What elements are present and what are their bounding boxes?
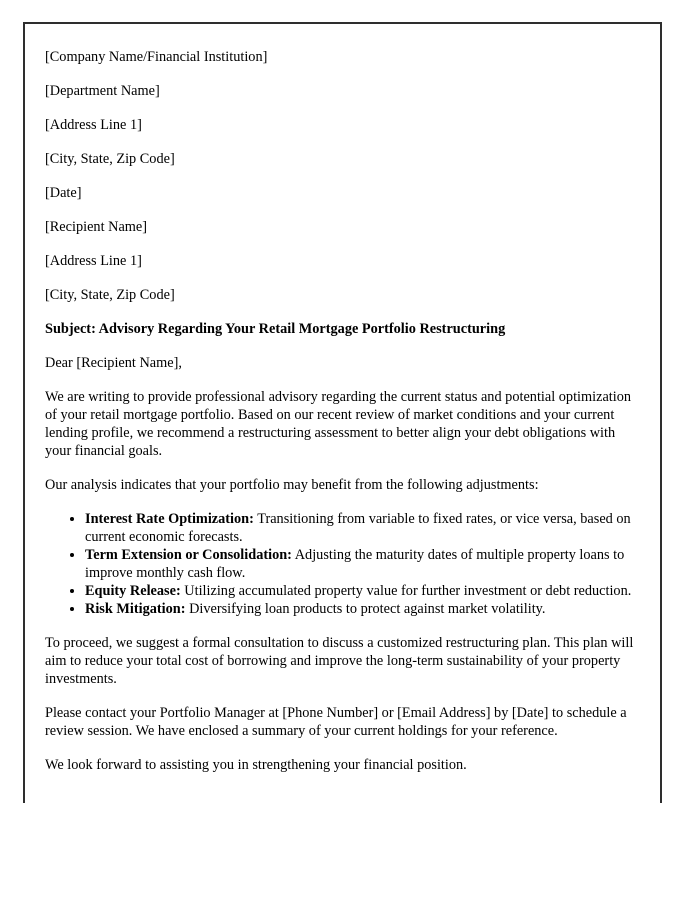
list-item [85, 600, 636, 618]
bullet-text: Adjusting the maturity dates of multiple property loans to improve monthly cash flow. [85, 547, 625, 581]
bullet-label: Term Extension or Consolidation: [85, 547, 292, 563]
sender-city-state-zip-line: [City, State, Zip Code] [45, 151, 175, 167]
closing-paragraph-clipped: We look forward to assisting you in strengthening your financial position. [45, 757, 467, 773]
bullet-label: Interest Rate Optimization: [85, 511, 254, 527]
list-item [85, 510, 636, 546]
sender-department-line: [Department Name] [45, 83, 160, 99]
recipient-name-line: [Recipient Name] [45, 219, 148, 235]
bullet-label: Equity Release: [85, 583, 181, 599]
adjustments-list [45, 510, 636, 618]
bullet-text: Transitioning from variable to fixed rates, or vice versa, based on current economic forecasts. [85, 511, 631, 545]
recipient-city-state-zip-line: [City, State, Zip Code] [45, 287, 175, 303]
recipient-address-line: [Address Line 1] [45, 253, 142, 269]
analysis-lead-paragraph: Our analysis indicates that your portfolio may benefit from the following adjustments: [45, 477, 539, 493]
intro-paragraph: We are writing to provide professional advisory regarding the current status and potential optimization of your retail mortgage portfolio. Based on our recent review of market conditions and your current lending profile, we recommend a restructuring assessment to better align your debt obligations with your financial goals. [45, 389, 632, 459]
subject-line: Subject: Advisory Regarding Your Retail Mortgage Portfolio Restructuring [45, 321, 506, 337]
proceed-paragraph: To proceed, we suggest a formal consultation to discuss a customized restructuring plan. This plan will aim to reduce your total cost of borrowing and improve the long-term sustainability of your property investments. [45, 635, 634, 687]
list-item [85, 582, 636, 600]
date-line: [Date] [45, 185, 82, 201]
sender-company-line: [Company Name/Financial Institution] [45, 49, 268, 65]
letter-page [23, 22, 662, 803]
bullet-text: Diversifying loan products to protect against market volatility. [189, 601, 546, 617]
sender-address-line: [Address Line 1] [45, 117, 142, 133]
bullet-label: Risk Mitigation: [85, 601, 186, 617]
salutation: Dear [Recipient Name], [45, 355, 182, 371]
bullet-text: Utilizing accumulated property value for further investment or debt reduction. [184, 583, 632, 599]
contact-paragraph: Please contact your Portfolio Manager at [Phone Number] or [Email Address] by [Date] to schedule a review session. We have enclosed a summary of your current holdings for your reference. [45, 705, 627, 739]
list-item [85, 546, 636, 582]
